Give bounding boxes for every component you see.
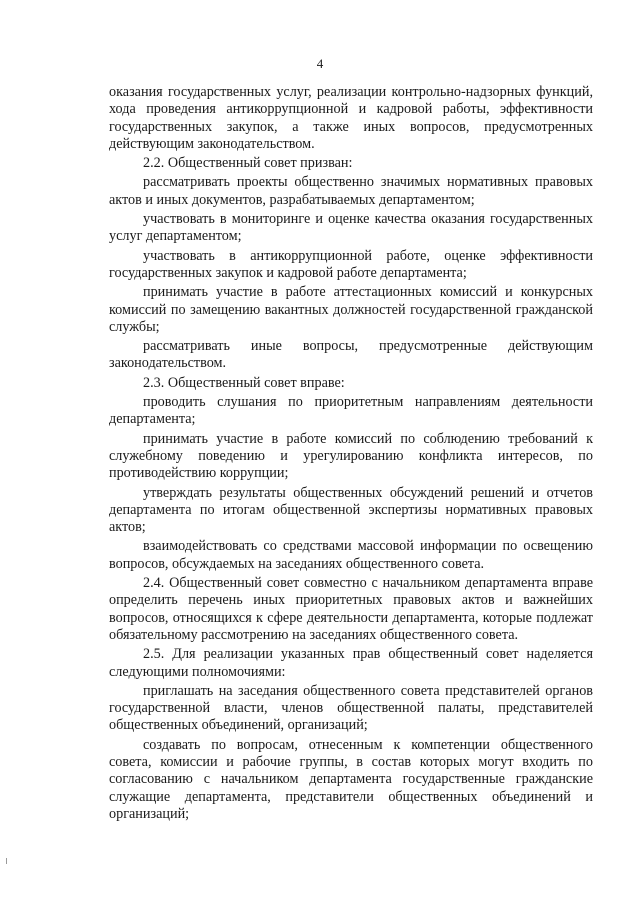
paragraph-list-item: создавать по вопросам, отнесенным к компетенции общественного совета, комиссии и рабочие группы, в состав которых могут входить по согласованию с начальником департамента государственные гражданские служащие департамента, представители общественных объединений и организаций; <box>109 736 593 822</box>
page-number: 4 <box>316 56 324 71</box>
paragraph-section-2-2-heading: 2.2. Общественный совет призван: <box>143 155 353 172</box>
paragraph-section-2-4: 2.4. Общественный совет совместно с начальником департамента вправе определить перечень иных приоритетных правовых актов и важнейших вопросов, относящихся к сфере деятельности департамента, которые подлежат обязательному рассмотрению на заседаниях общественного совета. <box>109 575 593 643</box>
scan-margin-mark <box>6 858 7 864</box>
paragraph-list-item: участвовать в мониторинге и оценке качества оказания государственных услуг департаментом; <box>109 211 593 245</box>
paragraph-list-item: принимать участие в работе комиссий по соблюдению требований к служебному поведению и урегулированию конфликта интересов, по противодействию коррупции; <box>109 430 593 482</box>
paragraph-list-item: принимать участие в работе аттестационных комиссий и конкурсных комиссий по замещению вакантных должностей государственной гражданской службы; <box>109 284 593 335</box>
paragraph-list-item: рассматривать иные вопросы, предусмотренные действующим законодательством. <box>109 338 593 372</box>
paragraph-list-item: проводить слушания по приоритетным направлениям деятельности департамента; <box>109 394 593 428</box>
paragraph-list-item: участвовать в антикоррупционной работе, оценке эффективности государственных закупок и кадровой работе департамента; <box>109 247 593 281</box>
paragraph-list-item: взаимодействовать со средствами массовой информации по освещению вопросов, обсуждаемых на заседаниях общественного совета. <box>109 538 593 572</box>
paragraph-continuation: оказания государственных услуг, реализации контрольно-надзорных функций, хода проведения антикоррупционной и кадровой работы, эффективности государственных закупок, а также иных вопросов, предусмотренных действующим законодательством. <box>109 84 593 152</box>
paragraph-section-2-5-heading: 2.5. Для реализации указанных прав общественный совет наделяется следующими полномочиями: <box>109 646 593 680</box>
paragraph-list-item: утверждать результаты общественных обсуждений решений и отчетов департамента по итогам общественной экспертизы нормативных правовых актов; <box>109 484 593 536</box>
document-body <box>109 84 593 825</box>
paragraph-list-item: рассматривать проекты общественно значимых нормативных правовых актов и иных документов, разрабатываемых департаментом; <box>109 174 593 208</box>
paragraph-section-2-3-heading: 2.3. Общественный совет вправе: <box>143 374 345 391</box>
paragraph-list-item: приглашать на заседания общественного совета представителей органов государственной власти, членов общественной палаты, представителей общественных объединений, организаций; <box>109 682 593 734</box>
